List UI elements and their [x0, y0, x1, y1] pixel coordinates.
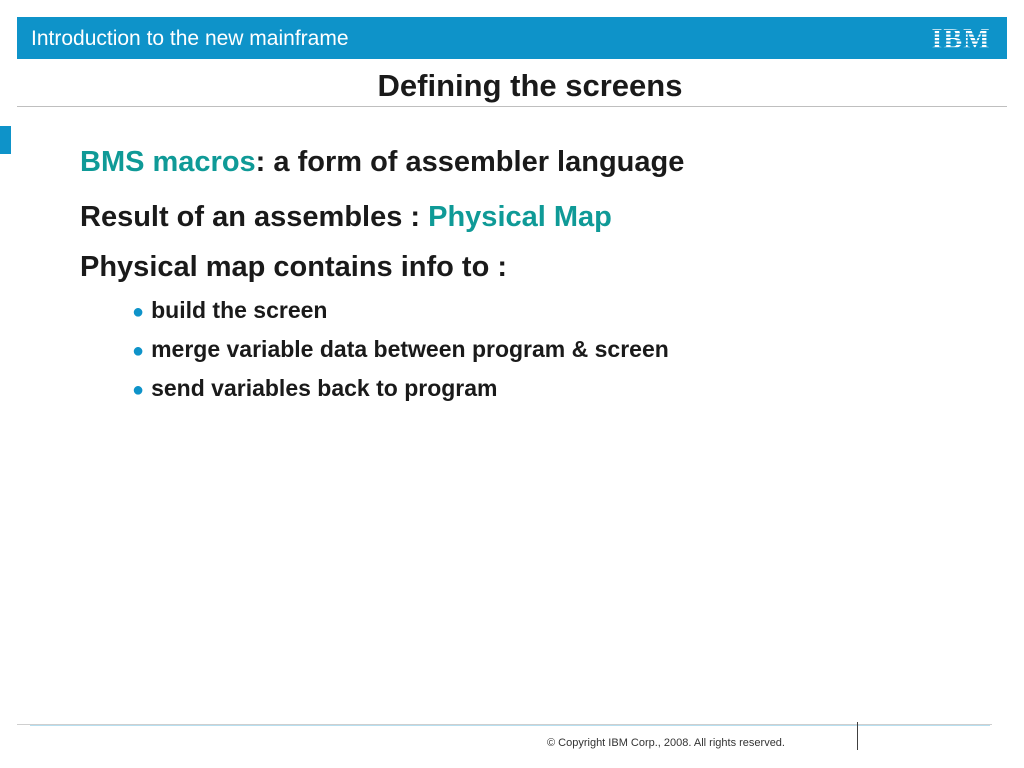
ibm-logo — [929, 24, 993, 52]
title-divider — [17, 106, 1007, 107]
bullet-icon: ● — [132, 301, 145, 323]
header-bar — [17, 17, 1007, 59]
bullet-item — [132, 336, 669, 363]
header-title: Introduction to the new mainframe — [31, 27, 349, 50]
footer-vertical-divider — [857, 722, 858, 750]
content-line-bms-macros — [80, 146, 684, 179]
bullet-icon: ● — [132, 340, 145, 362]
bullet-text: send variables back to program — [151, 375, 498, 401]
content-line-result — [80, 201, 612, 234]
bullet-text: build the screen — [151, 297, 328, 323]
copyright-notice: © Copyright IBM Corp., 2008. All rights reserved. — [547, 737, 785, 749]
physical-map-term: Physical Map — [428, 201, 612, 233]
bullet-icon: ● — [132, 379, 145, 401]
content-line-physical-map — [80, 251, 507, 284]
ibm-logo-text: IBM — [931, 24, 991, 52]
bullet-item — [132, 375, 498, 402]
bullet-item — [132, 297, 327, 324]
bms-macros-term: BMS macros — [80, 146, 256, 178]
slide-title: Defining the screens — [377, 68, 683, 103]
side-tab-marker — [0, 126, 11, 154]
bullet-text: merge variable data between program & screen — [151, 336, 669, 362]
result-text: Result of an assembles : — [80, 201, 429, 233]
footer-accent-divider — [30, 725, 990, 726]
bms-macros-description: : a form of assembler language — [255, 146, 685, 178]
physical-map-info-text: Physical map contains info to : — [80, 251, 508, 283]
